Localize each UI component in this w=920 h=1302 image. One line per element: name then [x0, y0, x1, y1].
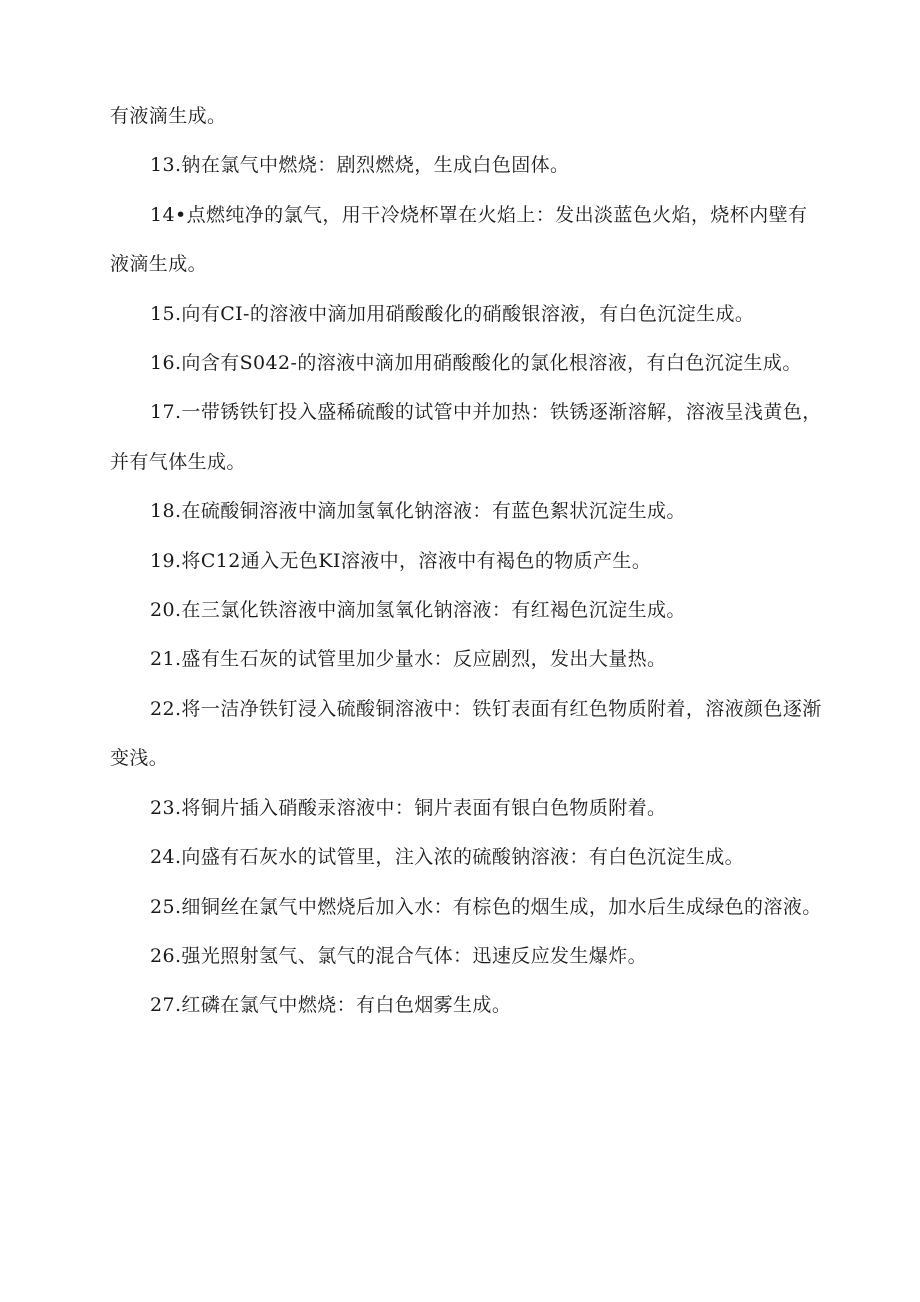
paragraph-continuation: 有液滴生成。	[110, 105, 227, 127]
document-body	[110, 92, 822, 1031]
paragraph-item-20: 20.在三氯化铁溶液中滴加氢氧化钠溶液：有红褐色沉淀生成。	[150, 599, 686, 622]
paragraph-item-17: 17.一带锈铁钉投入盛稀硫酸的试管中并加热：铁锈逐渐溶解，溶液呈浅黄色，并有气体生成。	[110, 401, 822, 473]
paragraph-item-25: 25.细铜丝在氯气中燃烧后加入水：有棕色的烟生成，加水后生成绿色的溶液。	[150, 895, 822, 918]
paragraph-item-23: 23.将铜片插入硝酸汞溶液中：铜片表面有银白色物质附着。	[150, 796, 667, 819]
paragraph-item-19: 19.将C12通入无色KI溶液中，溶液中有褐色的物质产生。	[150, 549, 652, 572]
paragraph-item-15: 15.向有CI-的溶液中滴加用硝酸酸化的硝酸银溶液，有白色沉淀生成。	[150, 302, 755, 325]
paragraph-item-24: 24.向盛有石灰水的试管里，注入浓的硫酸钠溶液：有白色沉淀生成。	[150, 846, 745, 869]
paragraph-item-27: 27.红磷在氯气中燃烧：有白色烟雾生成。	[150, 994, 512, 1017]
paragraph-item-14: 14•点燃纯净的氯气，用干冷烧杯罩在火焰上：发出淡蓝色火焰，烧杯内壁有液滴生成。	[110, 203, 808, 276]
paragraph-item-13: 13.钠在氯气中燃烧：剧烈燃烧，生成白色固体。	[150, 154, 570, 177]
paragraph-item-18: 18.在硫酸铜溶液中滴加氢氧化钠溶液：有蓝色絮状沉淀生成。	[150, 500, 686, 523]
paragraph-item-21: 21.盛有生石灰的试管里加少量水：反应剧烈，发出大量热。	[150, 648, 667, 671]
paragraph-item-26: 26.强光照射氢气、氯气的混合气体：迅速反应发生爆炸。	[150, 944, 648, 967]
paragraph-item-22: 22.将一洁净铁钉浸入硫酸铜溶液中：铁钉表面有红色物质附着，溶液颜色逐渐变浅。	[110, 697, 822, 770]
paragraph-item-16: 16.向含有S042-的溶液中滴加用硝酸酸化的氯化根溶液，有白色沉淀生成。	[150, 352, 802, 375]
